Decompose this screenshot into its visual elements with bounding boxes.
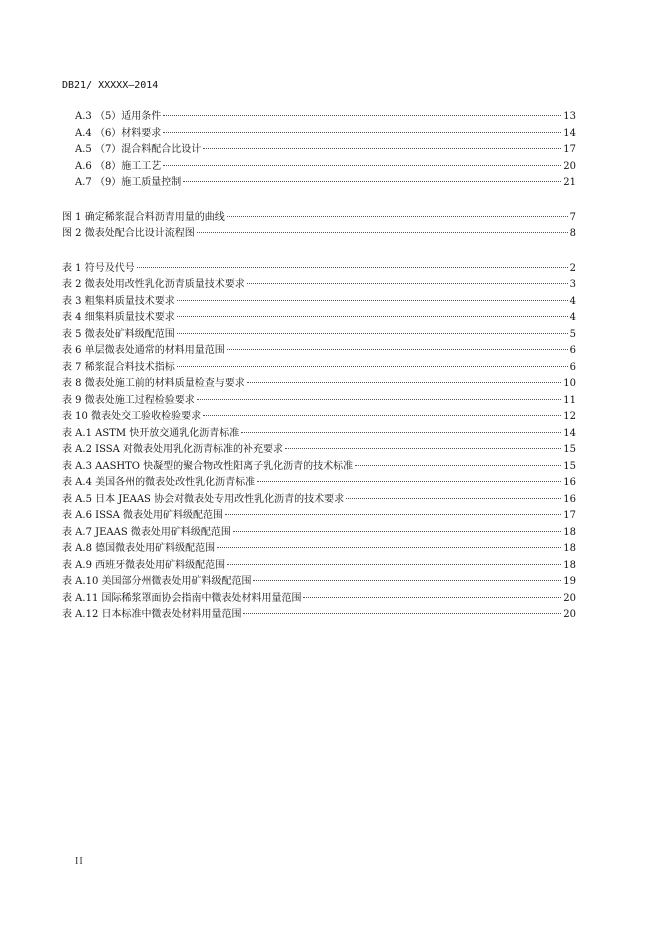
toc-entry-label: 表 A.11 国际稀浆罩面协会指南中微表处材料用量范围 bbox=[62, 592, 302, 604]
toc-entry-page: 6 bbox=[569, 345, 576, 356]
dot-leader bbox=[197, 232, 568, 233]
toc-entry-label: 表 A.4 美国各州的微表处改性乳化沥青标准 bbox=[62, 477, 256, 488]
toc-entry[interactable] bbox=[62, 294, 576, 311]
toc-entry-page: 16 bbox=[563, 477, 576, 488]
toc-entry-label: 图 2 微表处配合比设计流程图 bbox=[62, 228, 195, 239]
dot-leader bbox=[203, 415, 561, 416]
dot-leader bbox=[177, 316, 568, 317]
toc-entry-label: A.5 （7）混合料配合比设计 bbox=[75, 144, 202, 155]
dot-leader bbox=[285, 448, 561, 449]
dot-leader bbox=[241, 432, 561, 433]
dot-leader bbox=[225, 514, 561, 515]
dot-leader bbox=[247, 283, 568, 284]
toc-entry[interactable] bbox=[62, 558, 576, 575]
toc-entry-label: 表 3 粗集料质量技术要求 bbox=[62, 295, 175, 307]
dot-leader bbox=[203, 148, 561, 149]
dot-leader bbox=[233, 531, 561, 532]
toc-entry-page: 20 bbox=[563, 592, 576, 604]
dot-leader bbox=[163, 165, 561, 166]
toc-entry-page: 20 bbox=[563, 160, 576, 172]
toc-entry-label: 表 A.8 德国微表处用矿料级配范围 bbox=[62, 543, 216, 554]
toc-entry[interactable] bbox=[62, 492, 576, 509]
toc-entry-page: 13 bbox=[563, 111, 576, 122]
toc-entry[interactable] bbox=[62, 442, 576, 459]
toc-entry-page: 3 bbox=[569, 279, 576, 290]
dot-leader bbox=[137, 267, 568, 268]
toc-entry-label: A.7 （9）施工质量控制 bbox=[75, 177, 182, 188]
dot-leader bbox=[303, 597, 561, 598]
toc-entry-page: 14 bbox=[563, 127, 576, 139]
toc-entry[interactable] bbox=[62, 459, 576, 476]
toc-entry-page: 6 bbox=[569, 361, 576, 373]
toc-entry[interactable] bbox=[62, 525, 576, 542]
toc-entry-label: 表 9 微表处施工过程检验要求 bbox=[62, 394, 195, 406]
toc-entry[interactable] bbox=[62, 159, 576, 176]
toc-entry-page: 19 bbox=[563, 576, 576, 587]
toc-appendix-sections bbox=[62, 109, 576, 192]
dot-leader bbox=[355, 465, 561, 466]
toc-entry-page: 8 bbox=[569, 228, 576, 239]
toc-entry-page: 14 bbox=[563, 427, 576, 439]
toc-entry[interactable] bbox=[62, 226, 576, 243]
toc-entry[interactable] bbox=[62, 109, 576, 126]
toc-entry-label: 表 A.1 ASTM 快开放交通乳化沥青标准 bbox=[62, 427, 240, 439]
toc-entry-label: 表 A.6 ISSA 微表处用矿料级配范围 bbox=[62, 510, 223, 521]
toc-entry[interactable] bbox=[62, 327, 576, 344]
toc-entry[interactable] bbox=[62, 376, 576, 393]
toc-entry-page: 17 bbox=[563, 510, 576, 521]
toc-entry[interactable] bbox=[62, 210, 576, 227]
toc-entry-label: 表 A.10 美国部分州微表处用矿料级配范围 bbox=[62, 576, 252, 587]
toc-entry-label: 表 8 微表处施工前的材料质量检查与要求 bbox=[62, 378, 245, 389]
toc-entry-label: A.6 （8）施工工艺 bbox=[75, 160, 162, 172]
toc-figure-list bbox=[62, 210, 576, 243]
toc-entry-page: 4 bbox=[569, 312, 576, 323]
dot-leader bbox=[217, 547, 561, 548]
dot-leader bbox=[163, 132, 561, 133]
toc-entry-label: 表 2 微表处用改性乳化沥青质量技术要求 bbox=[62, 279, 245, 290]
dot-leader bbox=[253, 580, 561, 581]
toc-entry-page: 20 bbox=[563, 609, 576, 620]
toc-entry-page: 15 bbox=[563, 460, 576, 472]
document-code: DB21/ XXXXX—2014 bbox=[62, 80, 159, 91]
toc-entry[interactable] bbox=[62, 426, 576, 443]
toc-entry[interactable] bbox=[62, 277, 576, 294]
toc-entry-label: 表 6 单层微表处通常的材料用量范围 bbox=[62, 345, 225, 356]
toc-entry-label: 图 1 确定稀浆混合料沥青用量的曲线 bbox=[62, 211, 225, 223]
toc-entry-page: 11 bbox=[563, 394, 576, 406]
toc-entry[interactable] bbox=[62, 142, 576, 159]
dot-leader bbox=[247, 382, 562, 383]
toc-entry-page: 15 bbox=[563, 444, 576, 455]
toc-entry-page: 10 bbox=[563, 378, 576, 389]
dot-leader bbox=[177, 366, 568, 367]
toc-entry[interactable] bbox=[62, 541, 576, 558]
toc-entry[interactable] bbox=[62, 475, 576, 492]
table-of-contents bbox=[62, 109, 576, 624]
toc-entry-page: 4 bbox=[569, 295, 576, 307]
dot-leader bbox=[183, 181, 561, 182]
toc-entry-page: 16 bbox=[563, 493, 576, 505]
toc-entry-page: 18 bbox=[563, 559, 576, 571]
toc-entry-page: 12 bbox=[563, 411, 576, 422]
toc-entry[interactable] bbox=[62, 574, 576, 591]
toc-entry[interactable] bbox=[62, 343, 576, 360]
toc-entry-label: 表 A.2 ISSA 对微表处用乳化沥青标准的补充要求 bbox=[62, 444, 283, 455]
toc-entry-page: 2 bbox=[569, 262, 576, 274]
toc-entry-label: 表 A.7 JEAAS 微表处用矿料级配范围 bbox=[62, 526, 231, 538]
toc-entry-label: 表 4 细集料质量技术要求 bbox=[62, 312, 175, 323]
dot-leader bbox=[257, 481, 561, 482]
toc-entry-label: A.3 （5）适用条件 bbox=[75, 111, 162, 122]
toc-entry-label: 表 A.3 AASHTO 快凝型的聚合物改性阳离子乳化沥青的技术标准 bbox=[62, 460, 354, 472]
toc-entry[interactable] bbox=[62, 409, 576, 426]
toc-entry[interactable] bbox=[62, 393, 576, 410]
dot-leader bbox=[227, 349, 568, 350]
toc-entry-page: 17 bbox=[563, 144, 576, 155]
toc-entry-label: A.4 （6）材料要求 bbox=[75, 127, 162, 139]
toc-entry[interactable] bbox=[62, 508, 576, 525]
toc-entry[interactable] bbox=[62, 126, 576, 143]
dot-leader bbox=[227, 216, 568, 217]
dot-leader bbox=[163, 115, 561, 116]
dot-leader bbox=[346, 498, 561, 499]
toc-entry-page: 18 bbox=[563, 526, 576, 538]
toc-entry-label: 表 5 微表处矿料级配范围 bbox=[62, 328, 175, 340]
toc-entry-label: 表 10 微表处交工验收检验要求 bbox=[62, 411, 202, 422]
toc-entry-label: 表 7 稀浆混合料技术指标 bbox=[62, 361, 175, 373]
page-number: II bbox=[75, 856, 84, 867]
toc-entry[interactable] bbox=[62, 261, 576, 278]
toc-entry-label: 表 1 符号及代号 bbox=[62, 262, 135, 274]
dot-leader bbox=[177, 333, 568, 334]
toc-entry[interactable] bbox=[62, 175, 576, 192]
toc-entry-label: 表 A.9 西班牙微表处用矿料级配范围 bbox=[62, 559, 226, 571]
dot-leader bbox=[227, 564, 561, 565]
toc-entry-page: 5 bbox=[569, 328, 576, 340]
toc-entry-page: 7 bbox=[569, 211, 576, 223]
toc-entry[interactable] bbox=[62, 607, 576, 624]
toc-table-list bbox=[62, 261, 576, 624]
toc-entry[interactable] bbox=[62, 310, 576, 327]
toc-entry[interactable] bbox=[62, 591, 576, 608]
dot-leader bbox=[197, 399, 562, 400]
toc-entry-page: 18 bbox=[563, 543, 576, 554]
dot-leader bbox=[243, 613, 561, 614]
toc-entry[interactable] bbox=[62, 360, 576, 377]
toc-entry-page: 21 bbox=[563, 177, 576, 188]
dot-leader bbox=[177, 300, 568, 301]
toc-entry-label: 表 A.5 日本 JEAAS 协会对微表处专用改性乳化沥青的技术要求 bbox=[62, 493, 345, 505]
toc-entry-label: 表 A.12 日本标准中微表处材料用量范围 bbox=[62, 609, 242, 620]
